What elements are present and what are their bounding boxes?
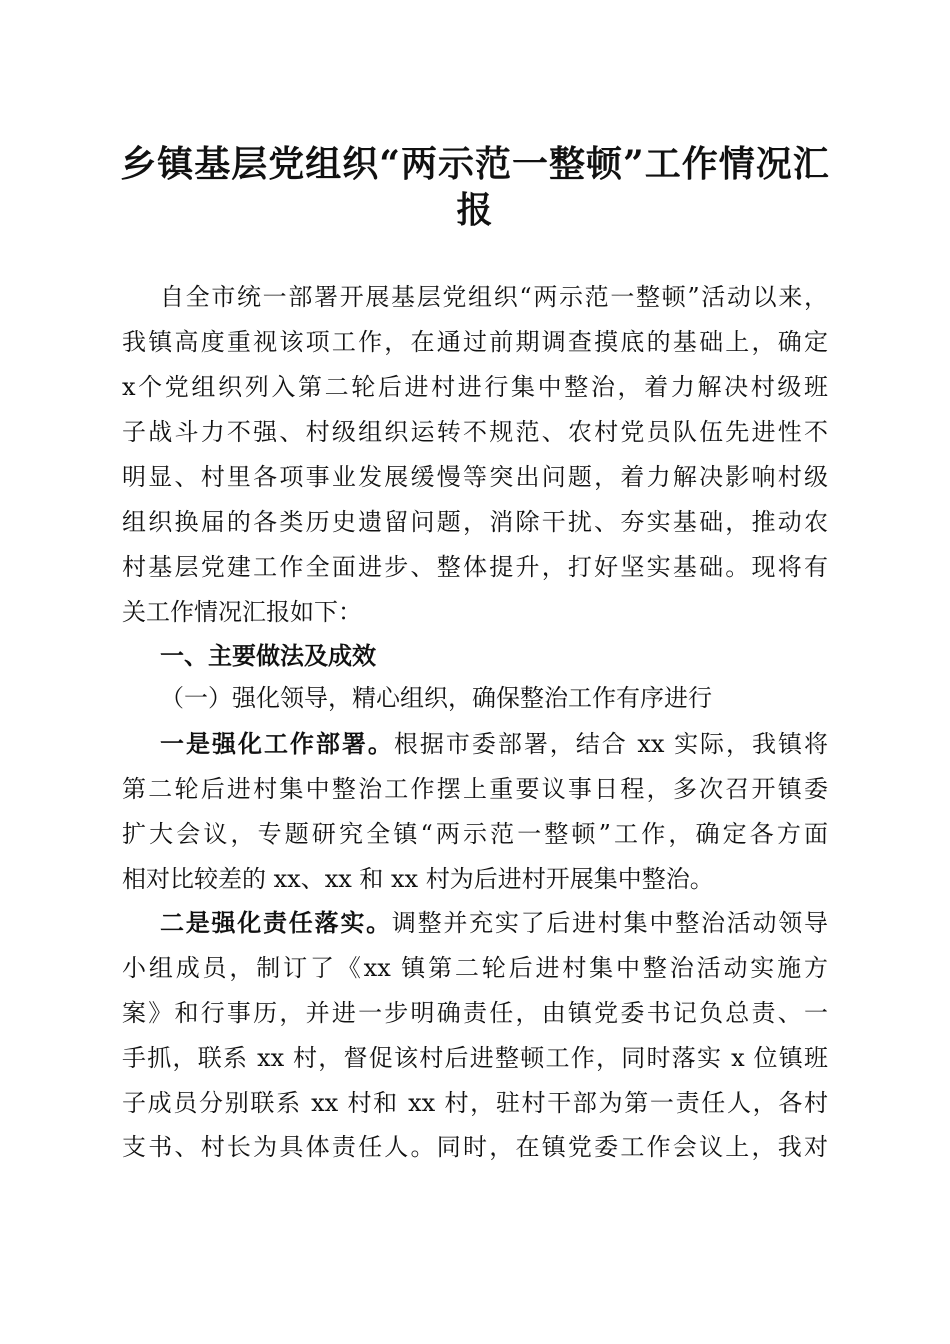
document-title-line-1: 乡镇基层党组织“两示范一整顿”工作情况汇 [120, 143, 830, 185]
text-line: 组织换届的各类历史遗留问题，消除干扰、夯实基础，推动农 [122, 508, 828, 536]
subsection-heading: （一）强化领导，精心组织，确保整治工作有序进行 [160, 684, 712, 712]
text-line: 扩大会议，专题研究全镇“两示范一整顿”工作，确定各方面 [122, 820, 828, 848]
text-line [160, 729, 828, 759]
text-line: 子成员分别联系 xx 村和 xx 村，驻村干部为第一责任人，各村 [122, 1089, 828, 1117]
text-span: 调整并充实了后进村集中整治活动领导 [391, 909, 829, 937]
text-span: 根据市委部署，结合 xx 实际，我镇将 [393, 730, 829, 758]
text-line: 相对比较差的 xx、xx 和 xx 村为后进村开展集中整治。 [122, 865, 714, 893]
section-heading: 一、主要做法及成效 [160, 641, 376, 670]
text-line: 关工作情况汇报如下： [122, 598, 362, 626]
text-line: 自全市统一部署开展基层党组织“两示范一整顿”活动以来， [160, 283, 828, 311]
text-line: 子战斗力不强、村级组织运转不规范、农村党员队伍先进性不 [122, 418, 828, 446]
paragraph-lead: 二是强化责任落实。 [160, 908, 392, 937]
text-line: x个党组织列入第二轮后进村进行集中整治，着力解决村级班 [122, 373, 828, 401]
document-title-line-2: 报 [456, 189, 494, 231]
text-line: 支书、村长为具体责任人。同时，在镇党委工作会议上，我对 [122, 1133, 828, 1161]
text-line: 村基层党建工作全面进步、整体提升，打好坚实基础。现将有 [122, 553, 828, 581]
text-line: 明显、村里各项事业发展缓慢等突出问题，着力解决影响村级 [122, 463, 828, 491]
text-line: 我镇高度重视该项工作，在通过前期调查摸底的基础上，确定 [122, 328, 828, 356]
text-line [160, 908, 828, 938]
paragraph-lead: 一是强化工作部署。 [160, 729, 394, 758]
text-line: 小组成员，制订了《xx 镇第二轮后进村集中整治活动实施方 [122, 954, 828, 982]
text-line: 手抓，联系 xx 村，督促该村后进整顿工作，同时落实 x 位镇班 [122, 1044, 828, 1072]
text-line: 第二轮后进村集中整治工作摆上重要议事日程，多次召开镇委 [122, 775, 828, 803]
text-line: 案》和行事历，并进一步明确责任，由镇党委书记负总责、一 [122, 999, 828, 1027]
